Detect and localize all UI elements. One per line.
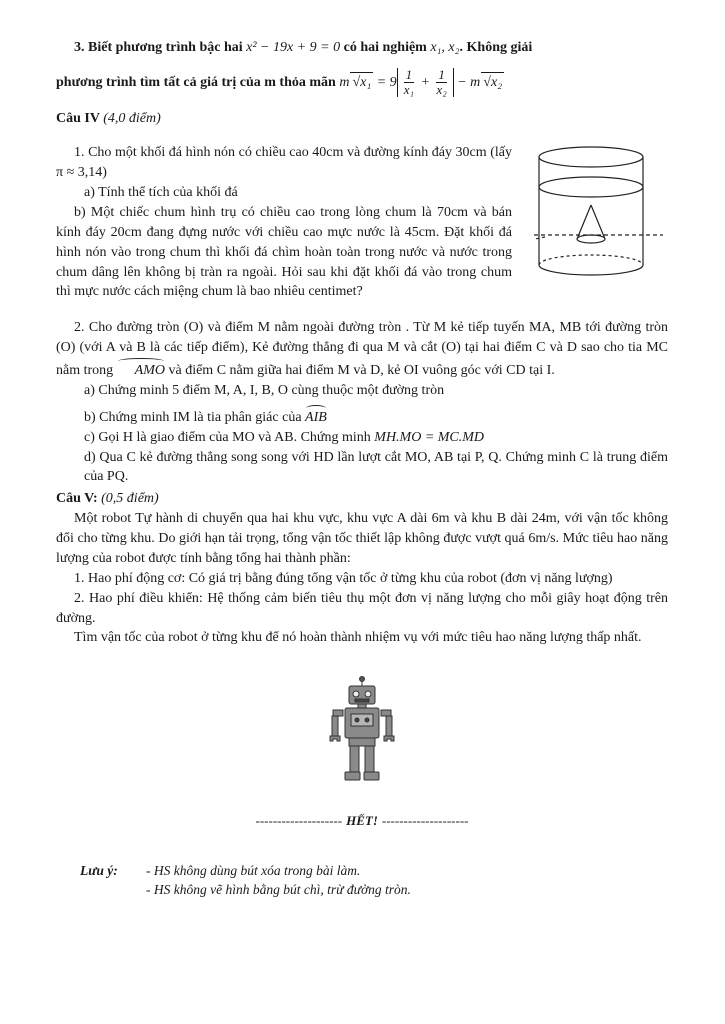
cau5-label: Câu V:	[56, 491, 98, 507]
cau4-2b: b) Chứng minh IM là tia phân giác của AIB	[56, 405, 668, 428]
q3-condition-text: phương trình tìm tất cả giá trị của m thỏa mãn	[56, 74, 340, 90]
q3-line2	[56, 68, 668, 98]
angle-amo: AMO	[117, 358, 165, 381]
notes	[56, 861, 668, 899]
cau5-item2: 2. Hao phí điều khiển: Hệ thống cảm biến tiêu thụ một đơn vị năng lượng cho mỗi giây hoạt động trên đường.	[56, 590, 668, 626]
cau4-points: (4,0 điểm)	[103, 111, 161, 127]
angle-aib: AIB	[305, 405, 327, 428]
frac-1-x1: $\frac{1}{\text{x₁}}$	[403, 66, 414, 98]
cau5-p1: Một robot Tự hành di chuyển qua hai khu vực, khu vực A dài 6m và khu B dài 24m, với vận tốc không đổi cho từng khu. Do giới hạn tải trọng, tổng vận tốc thiết lập không được vượt quá 6m/s. Mức tiêu hao năng lượng của robot được tính bằng tổng hai thành phần:	[56, 511, 668, 566]
q3-equation: x² − 19x + 9 = 0	[246, 40, 341, 55]
note-label: Lưu ý:	[80, 862, 118, 878]
cau5-header	[56, 489, 668, 509]
cau4-2c: c) Gọi H là giao điểm của MO và AB. Chứng minh MH.MO = MC.MD	[84, 429, 485, 445]
cau4-p2: 2. Cho đường tròn (O) và điểm M nằm ngoài đường tròn . Từ M kẻ tiếp tuyến MA, MB tới đường tròn (O) (với A và B là các tiếp điểm), Kẻ đường thẳng đi qua M và cắt (O) tại hai điểm C và D sao cho tia MC nằm trong AMO và điểm C nằm giữa hai điểm M và D, kẻ OI vuông góc với CD tại I.	[56, 318, 668, 381]
exam-page	[56, 38, 668, 899]
end-marker: -------------------- HẾT! --------------------	[255, 813, 469, 829]
robot-icon	[327, 676, 397, 784]
cau4-b: b) Một chiếc chum hình trụ có chiều cao trong lòng chum là 70cm và bán kính đáy 20cm đang đựng nước với chiều cao mực nước là 45cm. Đặt khối đá hình nón vào trong chum thì khối đá chìm hoàn toàn trong nước và nước trong chum dâng lên không bị tràn ra ngoài. Hỏi sau khi đặt khối đá vào trong chum thì mực nước cách miệng chum là bao nhiêu centimet?	[56, 204, 512, 300]
q3-line1	[56, 38, 668, 58]
cau4-2d: d) Qua C kẻ đường thẳng song song với HD lần lượt cắt MO, AB tại P, Q. Chứng minh C là trung điểm của PQ.	[84, 449, 668, 485]
note-2: - HS không vẽ hình bằng bút chì, trừ đường tròn.	[146, 881, 411, 897]
het-label: HẾT!	[346, 813, 378, 829]
abs-sum: $\frac{1}{\text{x₁}}$ + $\frac{1}{\text{x₂}}$	[397, 68, 454, 98]
sqrt-x1: √x₁	[350, 72, 373, 93]
sqrt-x2: √x₂	[481, 72, 504, 93]
cau4-part1	[56, 143, 668, 302]
cau5-points: (0,5 điểm)	[101, 491, 159, 507]
q3-intro-2: có hai nghiệm	[340, 40, 431, 55]
note-1: - HS không dùng bút xóa trong bài làm.	[146, 862, 361, 878]
q3-roots: x₁, x₂	[430, 40, 460, 55]
q3-intro-3: . Không giải	[459, 40, 533, 55]
q3-intro: 3. Biết phương trình bậc hai	[74, 40, 247, 55]
cau4-part2	[56, 318, 668, 487]
robot-illustration	[56, 676, 668, 788]
cau5-p2: Tìm vận tốc của robot ở từng khu để nó hoàn thành nhiệm vụ với mức tiêu hao năng lượng thấp nhất.	[74, 630, 642, 646]
cau5-body	[56, 509, 668, 648]
q3-condition-formula: m √x₁ = 9 $\frac{1}{\text{x₁}}$ + $\frac{1}{\text{x₂}}$ − m √x₂	[339, 66, 503, 98]
cau5-item1: 1. Hao phí động cơ: Có giá trị bằng đúng tổng vận tốc ở từng khu của robot (đơn vị năng lượng)	[74, 570, 613, 586]
cau4-label: Câu IV	[56, 111, 100, 127]
cau4-header	[56, 109, 668, 129]
cau4-p1: 1. Cho một khối đá hình nón có chiều cao 40cm và đường kính đáy 30cm (lấy π ≈ 3,14)	[56, 145, 512, 181]
frac-1-x2: $\frac{1}{\text{x₂}}$	[436, 66, 447, 98]
cau4-2a: a) Chứng minh 5 điểm M, A, I, B, O cùng thuộc một đường tròn	[84, 382, 445, 398]
cylinder-cone-figure	[533, 143, 668, 283]
cau4-a: a) Tính thể tích của khối đá	[84, 185, 238, 201]
